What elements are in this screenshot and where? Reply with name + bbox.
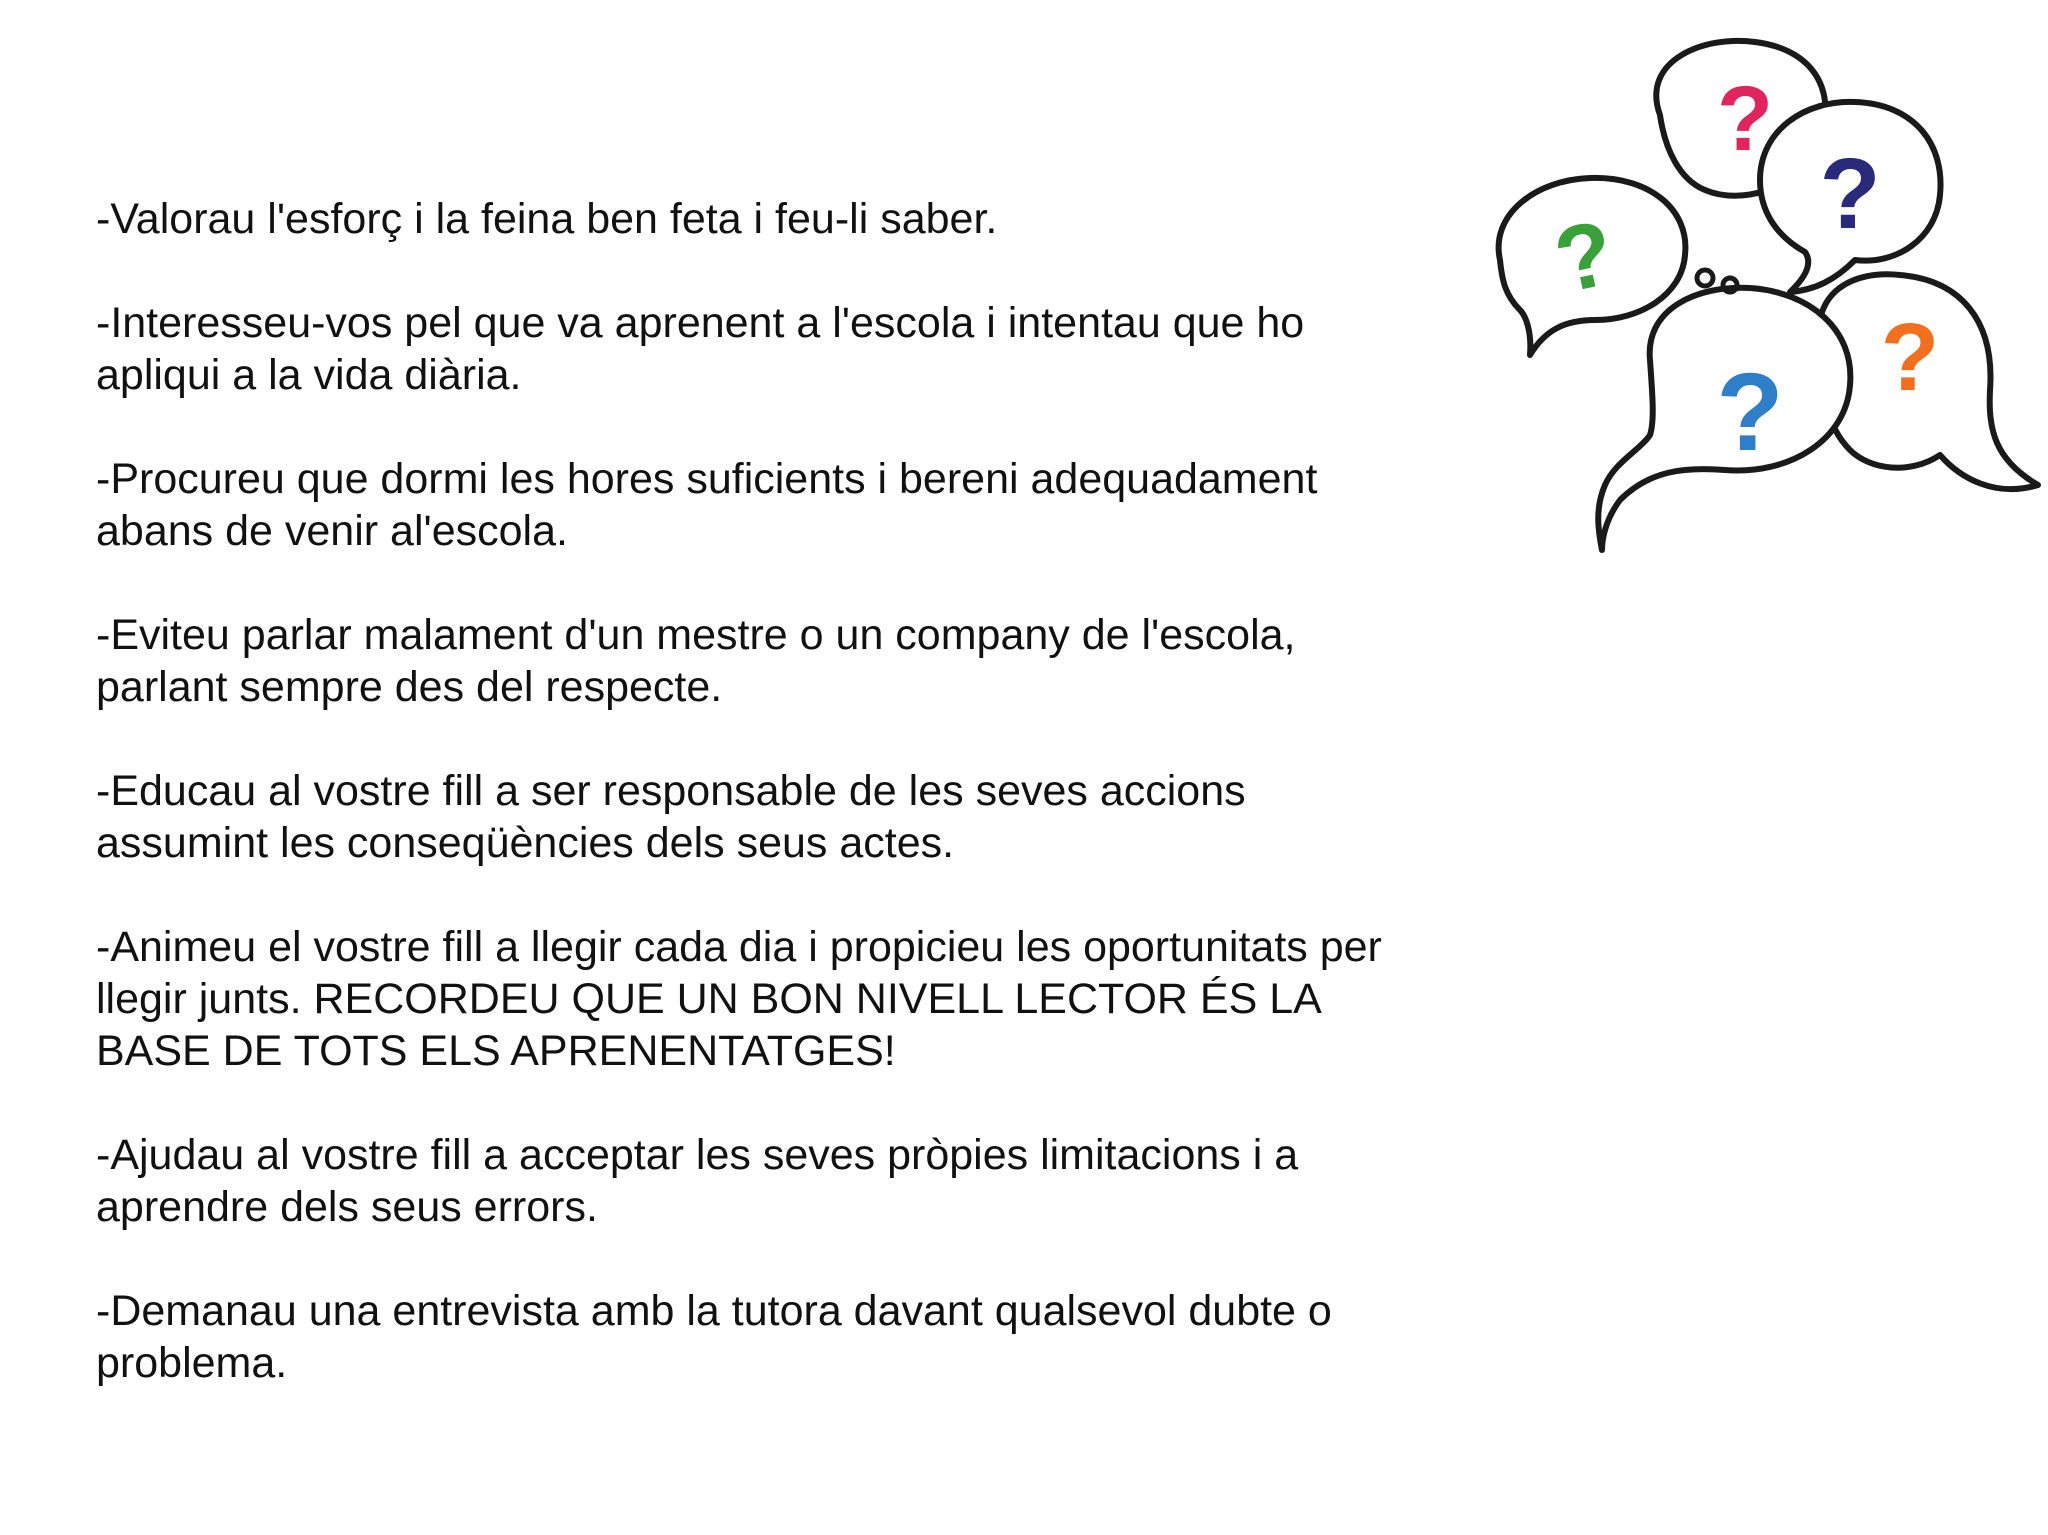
tip-item: -Interesseu-vos pel que va aprenent a l'escola i intentau que ho apliqui a la vida diària. xyxy=(96,299,1305,399)
svg-text:?: ? xyxy=(1716,68,1774,170)
tip-item: -Animeu el vostre fill a llegir cada dia i propicieu les oportunitats per llegir junts. RECORDEU QUE UN BON NIVELL LECTOR ÉS LA BASE DE TOTS ELS APRENENTATGES! xyxy=(96,923,1382,1075)
svg-text:?: ? xyxy=(1819,138,1881,250)
tip-item: -Demanau una entrevista amb la tutora davant qualsevol dubte o problema. xyxy=(96,1287,1332,1387)
tip-item: -Procureu que dormi les hores suficients i bereni adequadament abans de venir al'escola. xyxy=(96,455,1318,555)
tip-item: -Valorau l'esforç i la feina ben feta i feu-li saber. xyxy=(96,195,998,243)
tips-list xyxy=(96,193,1516,1389)
svg-text:?: ? xyxy=(1546,201,1623,313)
tip-item: -Educau al vostre fill a ser responsable de les seves accions assumint les conseqüències dels seus actes. xyxy=(96,767,1246,867)
question-speech-bubbles-icon xyxy=(1490,30,2048,560)
tip-item: -Ajudau al vostre fill a acceptar les seves pròpies limitacions i a aprendre dels seus errors. xyxy=(96,1131,1299,1231)
svg-text:?: ? xyxy=(1716,351,1784,474)
tip-item: -Eviteu parlar malament d'un mestre o un company de l'escola, parlant sempre des del respecte. xyxy=(96,611,1296,711)
svg-text:?: ? xyxy=(1880,304,1940,411)
